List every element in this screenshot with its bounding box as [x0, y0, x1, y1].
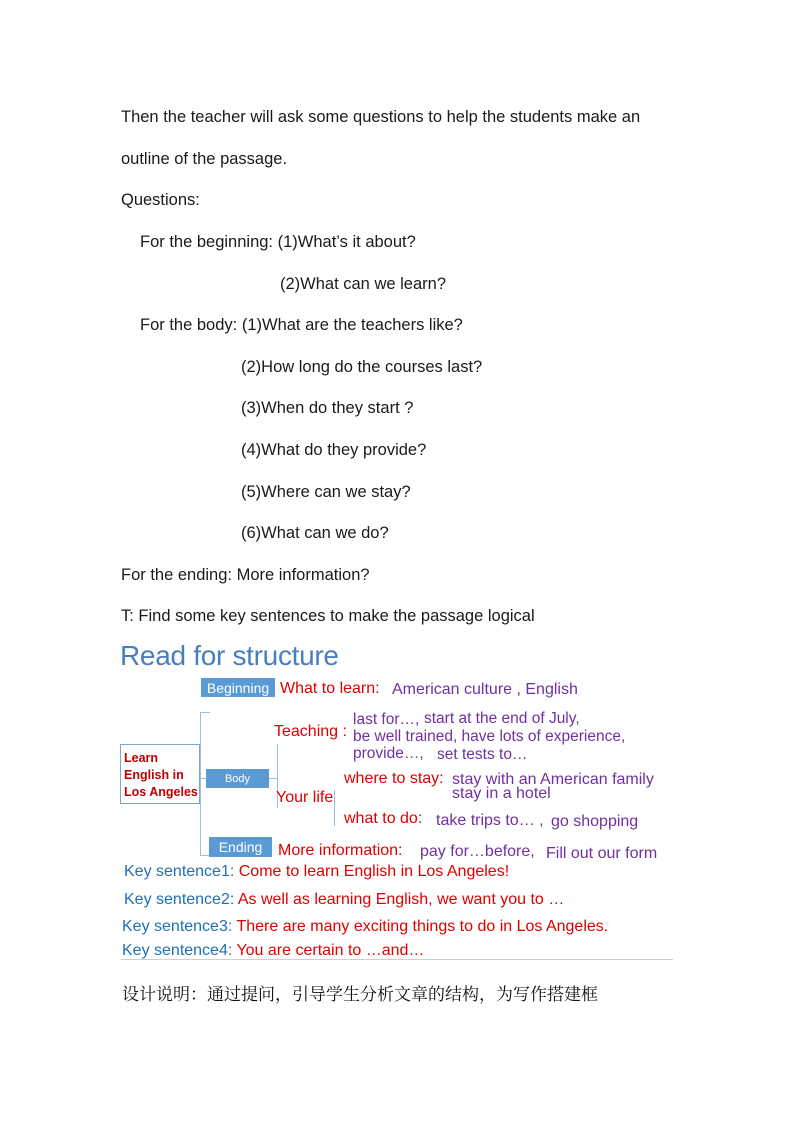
- ending-question: For the ending: More information?: [121, 566, 370, 584]
- beginning-q2: (2)What can we learn?: [280, 275, 446, 293]
- beginning-question-line: [140, 232, 416, 252]
- design-note: 设计说明：通过提问，引导学生分析文章的结构，为写作搭建框: [122, 985, 598, 1005]
- intro-line-2: outline of the passage.: [121, 150, 288, 168]
- body-q6: (6)What can we do?: [241, 524, 389, 542]
- teaching-tests: set tests to…: [437, 746, 528, 763]
- root-bracket: [200, 712, 201, 855]
- diagram-title: Read for structure: [120, 640, 339, 671]
- key-sentence-text: Come to learn English in Los Angeles!: [238, 863, 510, 880]
- body-label: For the body:: [140, 316, 238, 334]
- key-sentence-label: Key sentence2:: [124, 891, 235, 908]
- key-sentence-2: [124, 891, 564, 909]
- key-sentence-label: Key sentence1:: [124, 863, 235, 880]
- teaching-provide: provide…,: [353, 745, 424, 762]
- intro-line-1: Then the teacher will ask some questions to help the students make an: [121, 108, 641, 126]
- key-sentence-label: Key sentence3:: [122, 918, 233, 935]
- your-life-label: Your life: [276, 789, 334, 806]
- body-box: Body: [206, 769, 269, 788]
- body-q1: (1)What are the teachers like?: [241, 316, 463, 334]
- key-sentence-label: Key sentence4:: [122, 942, 233, 959]
- what-to-do-value-2: go shopping: [551, 813, 639, 830]
- root-node: Learn English in Los Angeles: [120, 744, 200, 804]
- teaching-label: Teaching :: [274, 723, 347, 740]
- body-question-line: [140, 315, 463, 335]
- where-to-stay-label: where to stay:: [344, 770, 444, 787]
- key-sentence-text: There are many exciting things to do in Los Angeles.: [236, 918, 609, 935]
- body-q5: (5)Where can we stay?: [241, 483, 411, 501]
- what-to-do-value-1: take trips to… ,: [436, 812, 544, 829]
- life-bracket: [334, 790, 335, 826]
- where-to-stay-value-2: stay in a hotel: [452, 785, 551, 802]
- what-to-learn-label: What to learn:: [280, 680, 380, 697]
- teaching-last-for: last for…,: [353, 711, 420, 728]
- body-q4: (4)What do they provide?: [241, 441, 427, 459]
- body-q2: (2)How long do the courses last?: [241, 358, 483, 376]
- what-to-learn-value: American culture , English: [392, 681, 578, 698]
- teaching-trained: be well trained, have lots of experience,: [353, 728, 626, 745]
- more-info-value-1: pay for…before,: [420, 843, 535, 860]
- ending-box: Ending: [209, 837, 272, 857]
- beginning-box: Beginning: [201, 678, 275, 697]
- key-sentence-1: [124, 863, 509, 881]
- bracket-top: [200, 712, 210, 713]
- where-to-stay-value-1: stay with an American family: [452, 771, 654, 788]
- beginning-label: For the beginning:: [140, 233, 274, 251]
- key-sentence-text: As well as learning English, we want you to …: [237, 891, 565, 908]
- what-to-do-label: what to do:: [344, 810, 423, 827]
- body-connector: [269, 778, 277, 779]
- task-line: T: Find some key sentences to make the passage logical: [121, 607, 535, 625]
- teaching-start: start at the end of July,: [424, 710, 580, 727]
- questions-label: Questions:: [121, 191, 200, 209]
- key-sentence-text: You are certain to …and…: [236, 942, 425, 959]
- section-divider: [121, 959, 673, 960]
- beginning-q1: (1)What’s it about?: [277, 233, 416, 251]
- body-q3: (3)When do they start ?: [241, 399, 414, 417]
- more-info-label: More information:: [278, 842, 403, 859]
- key-sentence-3: [122, 918, 608, 936]
- more-info-value-2: Fill out our form: [546, 845, 658, 862]
- key-sentence-4: [122, 942, 424, 960]
